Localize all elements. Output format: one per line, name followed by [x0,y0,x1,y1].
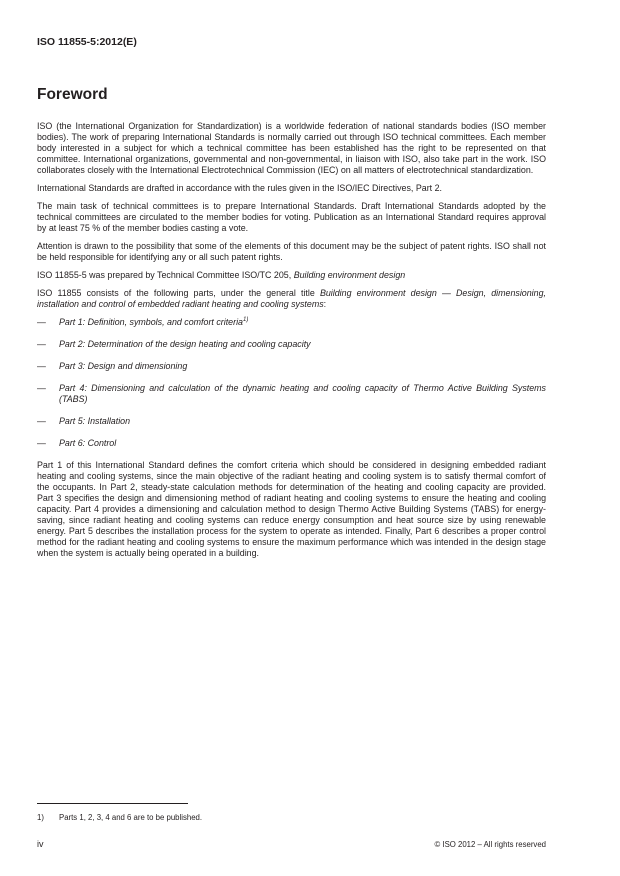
section-title: Foreword [37,86,108,103]
paragraph-text: ISO 11855-5 was prepared by Technical Committee ISO/TC 205, [37,270,294,280]
list-item [37,361,546,372]
paragraph: International Standards are drafted in accordance with the rules given in the ISO/IEC Directives, Part 2. [37,183,443,193]
paragraph: ISO (the International Organization for Standardization) is a worldwide federation of national standards bodies (ISO member bodies). The work of preparing International Standards is normally carried out through ISO technical committees. Each member body interested in a subject for which a technical committee has been established has the right to be represented on that committee. International organizations, governmental and non-governmental, in liaison with ISO, also take part in the work. ISO collaborates closely with the International Electrotechnical Commission (IEC) on all matters of electrotechnical standardization. [37,121,546,175]
part-title: Part 5: Installation [59,416,131,426]
foreword-body [37,121,546,566]
list-item [37,339,546,350]
list-item [37,438,546,449]
part-title: Part 6: Control [59,438,117,448]
document-id: ISO 11855-5:2012(E) [37,36,137,48]
dash: — [37,416,46,426]
part-title: Part 3: Design and dimensioning [59,361,188,371]
dash: — [37,339,46,349]
dash: — [37,361,46,371]
footnote-divider [37,803,188,804]
list-item [37,317,546,328]
parts-list [37,317,546,449]
copyright-notice: © ISO 2012 – All rights reserved [434,840,546,849]
footnote-number: 1) [37,813,44,822]
part-title: Part 4: Dimensioning and calculation of the dynamic heating and cooling capacity of Thermo Active Building Systems (TABS) [59,383,546,404]
paragraph [37,288,546,310]
page-number: iv [37,839,44,849]
footnote-text: Parts 1, 2, 3, 4 and 6 are to be published. [59,813,203,822]
footnote [37,813,202,822]
general-title: Building environment design — Design, dimensioning, installation and control of embedded radiant heating and cooling systems [37,288,546,309]
paragraph: Attention is drawn to the possibility that some of the elements of this document may be the subject of patent rights. ISO shall not be held responsible for identifying any or all such patent rights. [37,241,546,262]
part-title: Part 2: Determination of the design heating and cooling capacity [59,339,311,349]
list-item [37,416,546,427]
paragraph-text: ISO 11855 consists of the following parts, under the general title [37,288,320,298]
dash: — [37,383,46,393]
list-item [37,383,546,405]
part-title: Part 1: Definition, symbols, and comfort criteria [59,317,243,327]
paragraph-text: : [323,299,327,309]
paragraph: Part 1 of this International Standard defines the comfort criteria which should be considered in designing embedded radiant heating and cooling systems, since the main objective of the radiant heating and cooling system is to satisfy thermal comfort of the occupants. In Part 2, steady-state calculation methods for determination of the heating and cooling capacity are provided. Part 3 specifies the design and dimensioning method of radiant heating and cooling systems to ensure the heating and cooling capacity. Part 4 provides a dimensioning and calculation method to design Thermo Active Building Systems (TABS) for energy-saving, since radiant heating and cooling systems can reduce energy consumption and heat source size by using renewable energy. Part 5 describes the installation process for the system to operate as intended. Finally, Part 6 describes a proper control method for the radiant heating and cooling systems to ensure the maximum performance which was intended in the design stage when the system is actually being operated in a building. [37,460,546,558]
footnote-ref: 1) [242,317,249,323]
dash: — [37,317,46,327]
paragraph [37,270,546,281]
dash: — [37,438,46,448]
committee-title: Building environment design [293,270,406,280]
paragraph: The main task of technical committees is to prepare International Standards. Draft International Standards adopted by the technical committees are circulated to the member bodies for voting. Publication as an International Standard requires approval by at least 75 % of the member bodies casting a vote. [37,201,546,233]
